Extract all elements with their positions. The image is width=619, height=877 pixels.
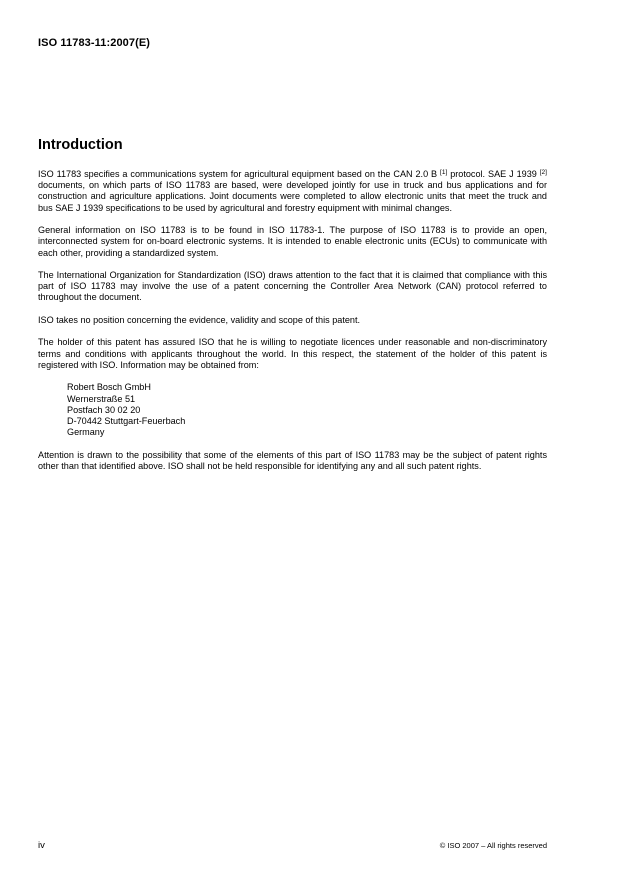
introduction-body — [38, 169, 547, 483]
address-line: D-70442 Stuttgart-Feuerbach — [67, 415, 186, 426]
copyright-notice: © ISO 2007 – All rights reserved — [439, 841, 547, 850]
document-header: ISO 11783-11:2007(E) — [38, 37, 151, 49]
paragraph-1 — [38, 169, 547, 214]
paragraph-1-part-c: documents, on which parts of ISO 11783 are based, were developed jointly for use in truck and bus applications and for construction and agriculture applications. Joint documents were completed to allow electronic units that meet the truck and bus SAE J 1939 specifications to be used by agricultural and forestry equipment with minimal changes. — [38, 180, 547, 213]
address-line: Germany — [67, 427, 105, 438]
paragraph-1-part-b: protocol. SAE J 1939 — [447, 169, 540, 179]
paragraph-3: The International Organization for Standardization (ISO) draws attention to the fact that it is claimed that compliance with this part of ISO 11783 may involve the use of a patent concerning the Controller Area Network (CAN) protocol referred to throughout the document. — [38, 270, 547, 303]
page-number: iv — [38, 840, 45, 851]
address-line: Wernerstraße 51 — [67, 393, 136, 404]
patent-holder-address — [67, 382, 547, 438]
address-line: Postfach 30 02 20 — [67, 404, 141, 415]
reference-1: [1] — [440, 169, 448, 176]
section-title: Introduction — [38, 137, 123, 153]
address-line: Robert Bosch GmbH — [67, 382, 151, 393]
reference-2: [2] — [539, 169, 547, 176]
paragraph-2: General information on ISO 11783 is to be found in ISO 11783-1. The purpose of ISO 11783 is to provide an open, interconnected system for on-board electronic systems. It is intended to enable electronic units (ECUs) to communicate with each other, providing a standardized system. — [38, 225, 547, 258]
paragraph-4: ISO takes no position concerning the evidence, validity and scope of this patent. — [38, 314, 361, 325]
paragraph-1-part-a: ISO 11783 specifies a communications system for agricultural equipment based on the CAN 2.0 B — [38, 169, 441, 179]
paragraph-6: Attention is drawn to the possibility that some of the elements of this part of ISO 11783 may be the subject of patent rights other than that identified above. ISO shall not be held responsible for identifying any and all such patent rights. — [38, 449, 547, 471]
paragraph-5: The holder of this patent has assured ISO that he is willing to negotiate licences under reasonable and non-discriminatory terms and conditions with applicants throughout the world. In this respect, the statement of the holder of this patent is registered with ISO. Information may be obtained from: — [38, 337, 547, 370]
